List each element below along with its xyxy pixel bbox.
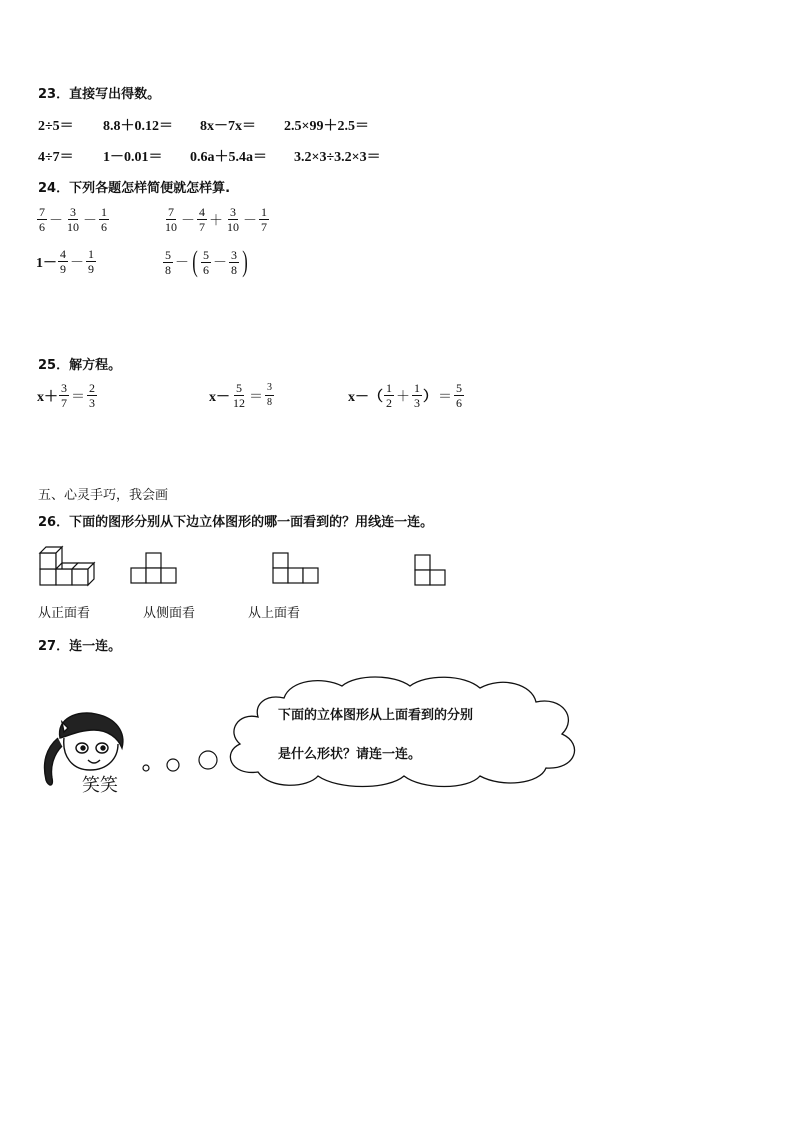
girl-caption: 笑笑 bbox=[82, 775, 118, 796]
section-five-title: 五、心灵手巧，我会画 bbox=[38, 488, 169, 503]
thought-cloud bbox=[218, 672, 586, 792]
q25-title: 25．解方程。 bbox=[38, 358, 122, 373]
bubble-text-line-2: 是什么形状？请连一连。 bbox=[278, 747, 422, 762]
q24-expression-4: $\frac{5}{8}$ － ( $\frac{5}{6}$ － $\frac{3}{8}$ ) bbox=[165, 245, 248, 278]
view-label-side: 从侧面看 bbox=[143, 606, 196, 621]
view-shape-3 bbox=[413, 553, 447, 589]
q25-equation-1: x＋ $\frac{3}{7}$ ＝ $\frac{2}{3}$ bbox=[37, 381, 95, 410]
q23-item: 2÷5＝ bbox=[38, 119, 74, 134]
view-shape-1 bbox=[130, 551, 178, 587]
thought-dots bbox=[140, 746, 220, 776]
q26-title: 26．下面的图形分别从下边立体图形的哪一面看到的？用线连一连。 bbox=[38, 515, 434, 530]
q24-title: 24．下列各题怎样简便就怎样算. bbox=[38, 181, 231, 196]
solid-cube-stack bbox=[38, 545, 102, 587]
q23-item: 8x－7x＝ bbox=[200, 119, 256, 134]
bubble-text-line-1: 下面的立体图形从上面看到的分别 bbox=[278, 708, 474, 723]
q23-item: 0.6a＋5.4a＝ bbox=[190, 150, 267, 165]
view-shape-2 bbox=[272, 551, 320, 587]
view-label-top: 从上面看 bbox=[248, 606, 301, 621]
view-label-front: 从正面看 bbox=[38, 606, 91, 621]
q27-title: 27．连一连。 bbox=[38, 639, 122, 654]
q23-title: 23．直接写出得数。 bbox=[38, 87, 161, 102]
q23-item: 1－0.01＝ bbox=[103, 150, 163, 165]
q24-expression-2: $\frac{7}{10}$ － $\frac{4}{7}$ ＋ $\frac{3}{10}$ － $\frac{1}{7}$ bbox=[165, 205, 267, 234]
q25-equation-2: x－ $\frac{5}{12}$ ＝ $\frac{3}{8}$ bbox=[209, 381, 272, 410]
q23-item: 4÷7＝ bbox=[38, 150, 74, 165]
q23-item: 3.2×3÷3.2×3＝ bbox=[294, 150, 381, 165]
q23-item: 8.8＋0.12＝ bbox=[103, 119, 173, 134]
q24-expression-1: $\frac{7}{6}$ － $\frac{3}{10}$ － $\frac{1}{6}$ bbox=[39, 205, 107, 234]
q23-item: 2.5×99＋2.5＝ bbox=[284, 119, 369, 134]
q25-equation-3: x－（ $\frac{1}{2}$ ＋ $\frac{1}{3}$ ） ＝ $\frac{5}{6}$ bbox=[348, 381, 462, 410]
q24-expression-3: 1－ $\frac{4}{9}$ － $\frac{1}{9}$ bbox=[36, 247, 94, 276]
